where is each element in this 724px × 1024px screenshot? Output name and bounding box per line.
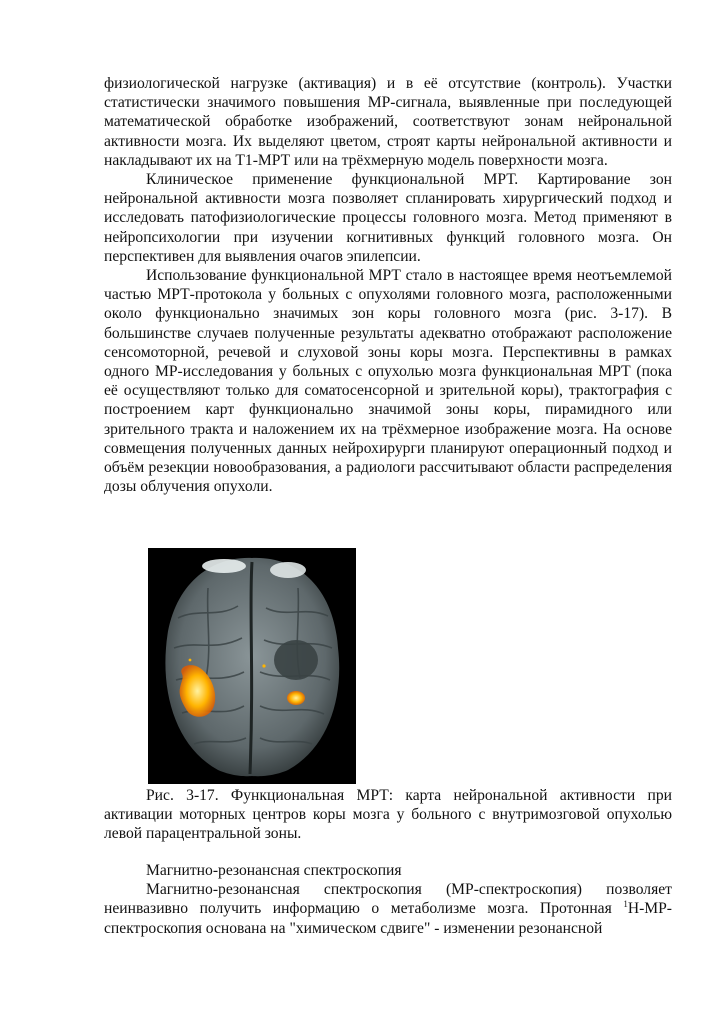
- paragraph-4: [104, 880, 672, 938]
- paragraph-1: физиологической нагрузке (активация) и в её отсутствие (контроль). Участки статистически значимого повышения МР-сигнала, выявленные при последующей математической обработке изображений, соответствуют зонам нейрональной активности мозга. Их выделяют цветом, строят карты нейрональной активности и накладывают их на Т1-МРТ или на трёхмерную модель поверхности мозга.: [104, 75, 672, 169]
- body-text-bottom: [104, 861, 672, 938]
- tumor-region: [274, 640, 318, 680]
- figure-caption: Рис. 3-17. Функциональная МРТ: карта нейрональной активности при активации моторных центров коры мозга у больного с внутримозговой опухолью левой парацентральной зоны.: [104, 787, 672, 843]
- figure-caption-block: [104, 786, 672, 844]
- paragraph-4-part2: Н-МР-спектроскопия основана на "химическом сдвиге" - изменении резонансной: [104, 900, 672, 937]
- paragraph-4-part1: Магнитно-резонансная спектроскопия (МР-спектроскопия) позволяет неинвазивно получить информацию о метаболизме мозга. Протонная: [104, 881, 672, 918]
- paragraph-3: Использование функциональной МРТ стало в настоящее время неотъемлемой частью МРТ-протокола у больных с опухолями головного мозга, расположенными около функционально значимых зон коры головного мозга (рис. 3-17). В большинстве случаев полученные результаты адекватно отображают расположение сенсомоторной, речевой и слуховой зоны коры мозга. Перспективны в рамках одного МР-исследования у больных с опухолью мозга функциональная МРТ (пока её осуществляют только для соматосенсорной и зрительной коры), трактография с построением карт функционально значимой зоны коры, пирамидного или зрительного тракта и наложением их на трёхмерное изображение мозга. На основе совмещения полученных данных нейрохирурги планируют операционный подход и объём резекции новообразования, а радиологи рассчитывают области распределения дозы облучения опухоли.: [104, 267, 672, 496]
- body-text-top: [104, 74, 672, 496]
- midline-fissure: [250, 562, 252, 774]
- paragraph-2: Клиническое применение функциональной МРТ. Картирование зон нейрональной активности мозга позволяет спланировать хирургический подход и исследовать патофизиологические процессы головного мозга. Метод применяют в нейропсихологии при изучении когнитивных функций головного мозга. Он перспективен для выявления очагов эпилепсии.: [104, 171, 672, 265]
- brain-render: [148, 548, 356, 784]
- superscript-one: 1: [623, 899, 628, 910]
- fmri-brain-figure: [148, 548, 356, 784]
- activation-right: [287, 691, 305, 705]
- section-heading: Магнитно-резонансная спектроскопия: [146, 862, 402, 879]
